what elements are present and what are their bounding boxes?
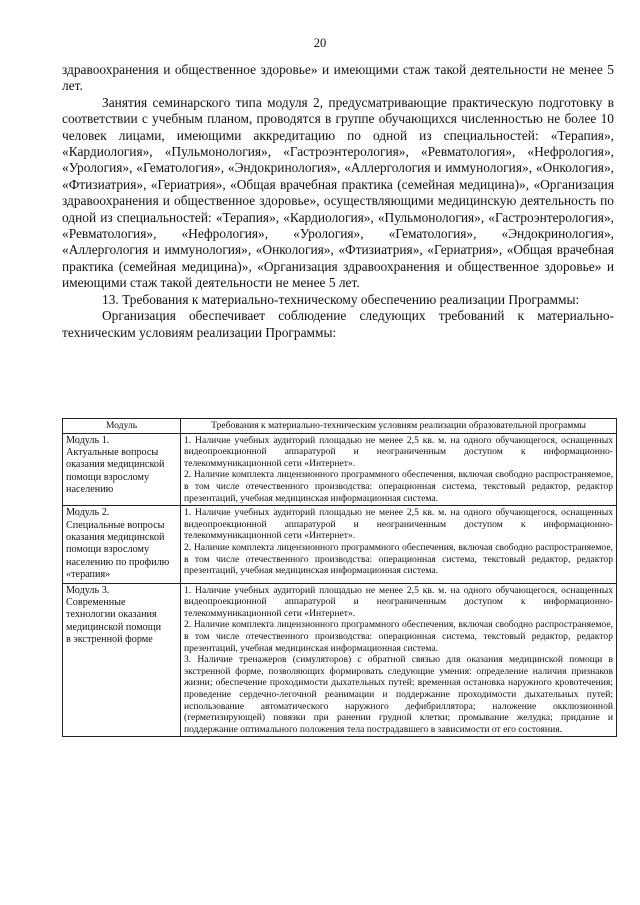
requirement-item: 3. Наличие тренажеров (симуляторов) с обратной связью для оказания медицинской помощи в экстренной форме, позволяющих формировать следующие умения: определение наличия признаков жизни; обеспечение проходимости дыхательных путей; временная остановка наружного кровотечения; проведение сердечно-легочной реанимации и поддержание проходимости дыхательных путей; использование автоматического наружного дефибриллятора; наложение окклюзионной (герметизирующей) повязки при ранении грудной клетки; промывание желудка; придание и поддержание оптимального положения тела пострадавшего в зависимости от его состояния. (184, 654, 613, 735)
page-number: 20 (313, 36, 327, 50)
header-module: Модуль (63, 419, 181, 434)
requirement-item: 1. Наличие учебных аудиторий площадью не менее 2,5 кв. м. на одного обучающегося, оснащенных видеопроекционной аппаратурой и неограниченным доступом к информационно-телекоммуникационной сети «Интернет». (184, 584, 613, 619)
body-text (62, 62, 614, 341)
requirement-item: 2. Наличие комплекта лицензионного программного обеспечения, включая свободно распространяемое, в том числе отечественного производства: операционная система, текстовый редактор, редактор презентаций, учебная медицинская информационная система. (184, 619, 613, 654)
paragraph-requirements-intro: Организация обеспечивает соблюдение следующих требований к материально-техническим условиям реализации Программы: (62, 308, 614, 340)
requirement-item: 2. Наличие комплекта лицензионного программного обеспечения, включая свободно распространяемое, в том числе отечественного производства: операционная система, текстовый редактор, редактор презентаций, учебная медицинская информационная система. (184, 469, 613, 504)
module-cell (63, 506, 181, 583)
module-cell (63, 583, 181, 737)
requirements-cell (181, 506, 617, 583)
header-requirements: Требования к материально-техническим условиям реализации образовательной программы (181, 419, 617, 434)
requirements-cell (181, 583, 617, 737)
table-row (63, 433, 617, 506)
requirements-cell (181, 433, 617, 506)
requirement-item: 2. Наличие комплекта лицензионного программного обеспечения, включая свободно распространяемое, в том числе отечественного производства: операционная система, текстовый редактор, редактор презентаций, учебная медицинская информационная система. (184, 541, 613, 577)
requirement-item: 1. Наличие учебных аудиторий площадью не менее 2,5 кв. м. на одного обучающегося, оснащенных видеопроекционной аппаратурой и неограниченным доступом к информационно-телекоммуникационной сети «Интернет». (184, 434, 613, 469)
requirements-table (62, 418, 617, 737)
table-header-row (63, 419, 617, 434)
table-row (63, 583, 617, 737)
section-heading-13: 13. Требования к материально-техническому обеспечению реализации Программы: (102, 291, 580, 307)
module-name: Модуль 2. Специальные вопросы оказания медицинской помощи взрослому населению по профилю «терапия» (66, 507, 170, 581)
module-cell (63, 433, 181, 506)
table-row (63, 506, 617, 583)
requirement-item: 1. Наличие учебных аудиторий площадью не менее 2,5 кв. м. на одного обучающегося, оснащенных видеопроекционной аппаратурой и неограниченным доступом к информационно-телекоммуникационной сети «Интернет». (184, 507, 613, 542)
paragraph-continuation: здравоохранения и общественное здоровье» и имеющими стаж такой деятельности не менее 5 лет. (62, 62, 614, 94)
module-name: Модуль 1. Актуальные вопросы оказания медицинской помощи взрослому населению (66, 434, 165, 496)
paragraph-seminar-classes: Занятия семинарского типа модуля 2, предусматривающие практическую подготовку в соответствии с учебным планом, проводятся в группе обучающихся численностью не более 10 человек лицами, имеющими аккредитацию по одной из специальностей: «Терапия», «Кардиология», «Пульмонология», «Гастроэнтерология», «Ревматология», «Нефрология», «Урология», «Гематология», «Эндокринология», «Аллергология и иммунология», «Онкология», «Фтизиатрия», «Гериатрия», «Общая врачебная практика (семейная медицина)», «Организация здравоохранения и общественное здоровье», осуществляющими медицинскую деятельность по одной из специальностей: «Терапия», «Кардиология», «Пульмонология», «Гастроэнтерология», «Ревматология», «Нефрология», «Урология», «Гематология», «Эндокринология», «Аллергология и иммунология», «Онкология», «Фтизиатрия», «Гериатрия», «Общая врачебная практика (семейная медицина)», «Организация здравоохранения и общественное здоровье» и имеющими стаж такой деятельности не менее 5 лет. (62, 94, 614, 291)
module-name: Модуль 3. Современные технологии оказания медицинской помощи в экстренной форме (66, 584, 162, 646)
